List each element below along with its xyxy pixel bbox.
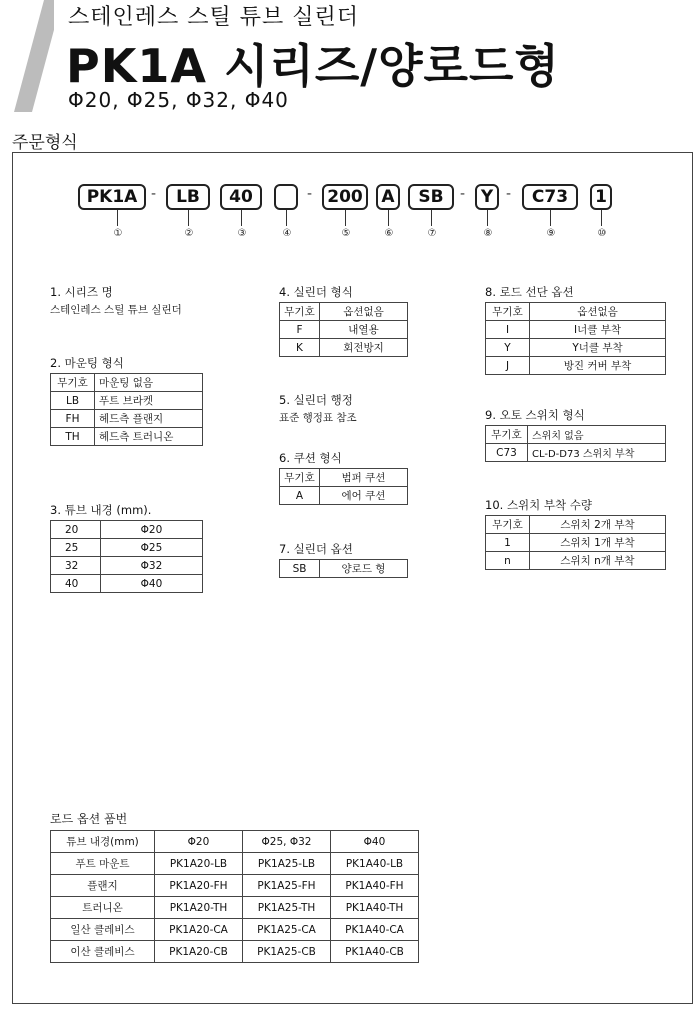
table-cell: PK1A40-CB (331, 941, 419, 963)
auto-switch-title: 9. 오토 스위치 형식 (485, 408, 585, 422)
code-leader (601, 210, 602, 226)
table-cell: 무기호 (51, 374, 95, 392)
table-cell: 일산 클레비스 (51, 919, 155, 941)
code-box-rod-end: Y (475, 184, 499, 210)
mounting-title: 2. 마운팅 형식 (50, 356, 124, 370)
table-row (280, 303, 408, 321)
code-number: ④ (282, 228, 292, 239)
table-cell: PK1A25-TH (243, 897, 331, 919)
table-cell: PK1A40-CA (331, 919, 419, 941)
table-cell: 20 (51, 521, 101, 539)
table-cell: 트러니온 (51, 897, 155, 919)
table-cell: PK1A25-CA (243, 919, 331, 941)
mounting-table (50, 373, 203, 446)
stroke-title: 5. 실린더 행정 (279, 393, 353, 407)
rod-end-table (485, 302, 666, 375)
table-row (486, 357, 666, 375)
table-header-row (51, 831, 419, 853)
table-cell: PK1A40-FH (331, 875, 419, 897)
stroke-text: 표준 행정표 참조 (279, 412, 357, 424)
bore-block (50, 502, 203, 593)
table-cell: PK1A40-TH (331, 897, 419, 919)
code-leader (487, 210, 488, 226)
table-cell: 스위치 1개 부착 (530, 534, 666, 552)
table-cell: 플랜지 (51, 875, 155, 897)
table-cell: 에어 쿠션 (320, 487, 408, 505)
table-cell: 회전방지 (320, 339, 408, 357)
table-cell: Φ20 (101, 521, 203, 539)
table-header-cell: Φ40 (331, 831, 419, 853)
table-cell: LB (51, 392, 95, 410)
table-row (51, 392, 203, 410)
table-cell: Y (486, 339, 530, 357)
table-cell: 무기호 (486, 516, 530, 534)
code-number: ① (113, 228, 123, 239)
table-row (51, 410, 203, 428)
auto-switch-table (485, 425, 666, 462)
table-cell: PK1A40-LB (331, 853, 419, 875)
code-dash: - (307, 186, 313, 202)
series-text: 스테인레스 스틸 튜브 실린더 (50, 304, 182, 316)
table-cell: C73 (486, 444, 528, 462)
table-row (51, 853, 419, 875)
table-row (280, 487, 408, 505)
table-cell: Φ32 (101, 557, 203, 575)
table-cell: J (486, 357, 530, 375)
code-leader (188, 210, 189, 226)
code-leader (117, 210, 118, 226)
table-cell: 32 (51, 557, 101, 575)
code-box-cylinder-type (274, 184, 298, 210)
table-cell: Φ25 (101, 539, 203, 557)
table-cell: 무기호 (486, 303, 530, 321)
table-row (51, 539, 203, 557)
cyl-option-title: 7. 실린더 옵션 (279, 542, 353, 556)
cylinder-type-table (279, 302, 408, 357)
table-cell: A (280, 487, 320, 505)
cyl-option-table (279, 559, 408, 578)
table-row (51, 897, 419, 919)
table-cell: 푸트 브라켓 (95, 392, 203, 410)
code-number: ③ (237, 228, 247, 239)
table-header-cell: 튜브 내경(mm) (51, 831, 155, 853)
series-block (50, 284, 182, 317)
page-subtitle: 스테인레스 스틸 튜브 실린더 (68, 5, 360, 30)
table-cell: 이산 클레비스 (51, 941, 155, 963)
code-box-cushion: A (376, 184, 400, 210)
code-leader (431, 210, 432, 226)
code-box-stroke: 200 (322, 184, 368, 210)
table-row (51, 557, 203, 575)
table-cell: 1 (486, 534, 530, 552)
table-cell: K (280, 339, 320, 357)
table-row (486, 444, 666, 462)
rod-end-block (485, 284, 666, 375)
switch-qty-table (485, 515, 666, 570)
table-cell: 무기호 (280, 303, 320, 321)
cushion-table (279, 468, 408, 505)
table-row (486, 303, 666, 321)
code-dash: - (506, 186, 512, 202)
section-title: 주문형식 (12, 133, 78, 153)
table-cell: FH (51, 410, 95, 428)
code-number: ② (184, 228, 194, 239)
table-row (51, 919, 419, 941)
page-title: PK1A 시리즈/양로드형 (66, 39, 560, 93)
table-cell: CL-D-D73 스위치 부착 (528, 444, 666, 462)
table-cell: 25 (51, 539, 101, 557)
table-row (51, 941, 419, 963)
code-dash: - (151, 186, 157, 202)
code-box-bore: 40 (220, 184, 262, 210)
code-leader (345, 210, 346, 226)
table-cell: 스위치 n개 부착 (530, 552, 666, 570)
table-cell: 방진 커버 부착 (530, 357, 666, 375)
code-number: ⑩ (597, 228, 607, 239)
bore-sizes: Φ20, Φ25, Φ32, Φ40 (68, 88, 289, 112)
table-row (280, 321, 408, 339)
code-leader (241, 210, 242, 226)
table-row (486, 534, 666, 552)
table-header-cell: Φ20 (155, 831, 243, 853)
table-row (486, 426, 666, 444)
table-row (51, 374, 203, 392)
table-row (280, 339, 408, 357)
table-cell: 범퍼 쿠션 (320, 469, 408, 487)
rod-options-table (50, 830, 419, 963)
table-cell: 무기호 (280, 469, 320, 487)
table-cell: 헤드측 트러니온 (95, 428, 203, 446)
table-cell: Y너클 부착 (530, 339, 666, 357)
table-cell: I너클 부착 (530, 321, 666, 339)
table-row (486, 321, 666, 339)
code-number: ⑧ (483, 228, 493, 239)
code-box-auto-switch: C73 (522, 184, 578, 210)
switch-qty-title: 10. 스위치 부착 수량 (485, 498, 593, 512)
code-leader (388, 210, 389, 226)
code-number: ⑥ (384, 228, 394, 239)
table-header-cell: Φ25, Φ32 (243, 831, 331, 853)
table-cell: 푸트 마운트 (51, 853, 155, 875)
rod-end-title: 8. 로드 선단 옵션 (485, 285, 574, 299)
table-row (486, 516, 666, 534)
table-cell: PK1A25-LB (243, 853, 331, 875)
table-cell: PK1A20-LB (155, 853, 243, 875)
table-cell: n (486, 552, 530, 570)
code-number: ⑨ (546, 228, 556, 239)
code-box-cyl-option: SB (408, 184, 454, 210)
table-cell: F (280, 321, 320, 339)
cylinder-type-title: 4. 실린더 형식 (279, 285, 353, 299)
table-cell: TH (51, 428, 95, 446)
table-cell: 헤드측 플랜지 (95, 410, 203, 428)
table-row (51, 575, 203, 593)
code-leader (550, 210, 551, 226)
table-row (51, 521, 203, 539)
table-cell: 옵션없음 (530, 303, 666, 321)
cyl-option-block (279, 541, 408, 578)
table-cell: PK1A20-CB (155, 941, 243, 963)
table-cell: 내열용 (320, 321, 408, 339)
rod-options-block (50, 810, 419, 963)
table-cell: 40 (51, 575, 101, 593)
header-accent-slash (14, 0, 54, 112)
table-cell: 양로드 형 (320, 560, 408, 578)
auto-switch-block (485, 407, 666, 462)
table-cell: Φ40 (101, 575, 203, 593)
table-cell: PK1A20-TH (155, 897, 243, 919)
table-cell: I (486, 321, 530, 339)
table-row (51, 875, 419, 897)
switch-qty-block (485, 497, 666, 570)
table-row (280, 469, 408, 487)
cylinder-type-block (279, 284, 408, 357)
table-cell: 무기호 (486, 426, 528, 444)
code-box-series: PK1A (78, 184, 146, 210)
table-row (486, 339, 666, 357)
table-cell: PK1A25-FH (243, 875, 331, 897)
code-box-switch-qty: 1 (590, 184, 612, 210)
bore-title: 3. 튜브 내경 (mm). (50, 503, 152, 517)
table-cell: 옵션없음 (320, 303, 408, 321)
stroke-block (279, 392, 357, 425)
code-leader (286, 210, 287, 226)
code-dash: - (460, 186, 466, 202)
table-row (51, 428, 203, 446)
rod-options-title: 로드 옵션 품번 (50, 812, 128, 826)
cushion-block (279, 450, 408, 505)
table-row (280, 560, 408, 578)
bore-table (50, 520, 203, 593)
table-cell: PK1A25-CB (243, 941, 331, 963)
code-box-mounting: LB (166, 184, 210, 210)
table-cell: PK1A20-CA (155, 919, 243, 941)
table-cell: 스위치 2개 부착 (530, 516, 666, 534)
series-title: 1. 시리즈 명 (50, 285, 113, 299)
code-number: ⑤ (341, 228, 351, 239)
table-cell: SB (280, 560, 320, 578)
mounting-block (50, 355, 203, 446)
table-cell: 마운팅 없음 (95, 374, 203, 392)
table-row (486, 552, 666, 570)
table-cell: PK1A20-FH (155, 875, 243, 897)
code-number: ⑦ (427, 228, 437, 239)
cushion-title: 6. 쿠션 형식 (279, 451, 342, 465)
table-cell: 스위치 없음 (528, 426, 666, 444)
